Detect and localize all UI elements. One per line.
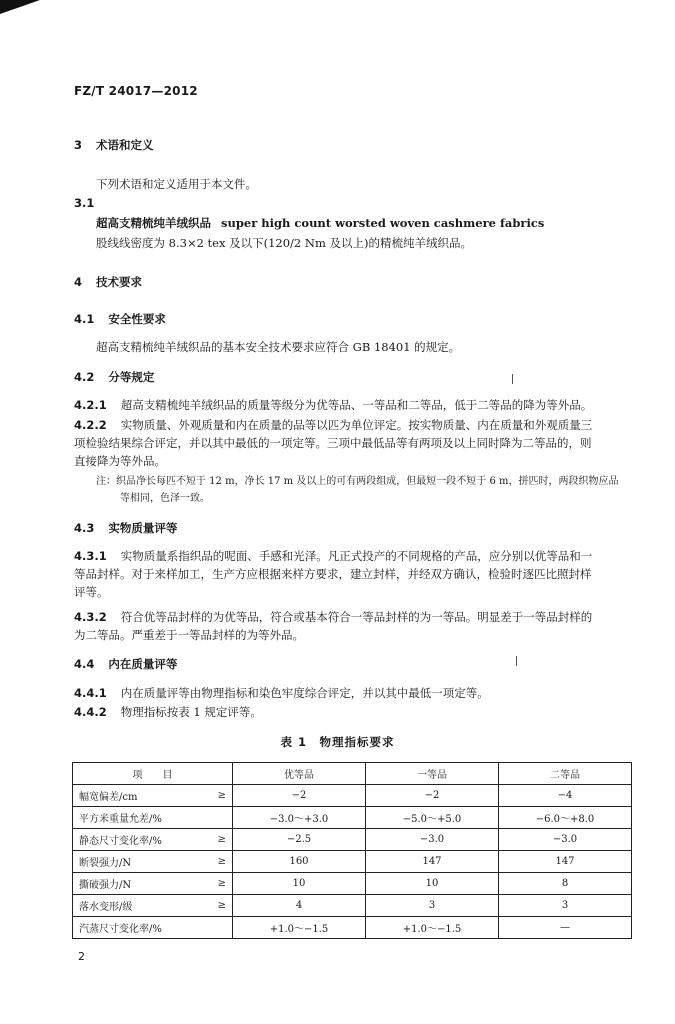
clause-4-4-2-text: 物理指标按表 1 规定评等。 (120, 705, 262, 719)
section-3-number: 3 (74, 138, 83, 152)
table-row (73, 895, 632, 917)
row-value-superior: +1.0～−1.5 (233, 917, 366, 939)
term-entry (96, 214, 544, 232)
row-item-name: 落水变形/级 (73, 895, 211, 917)
row-value-first: −3.0 (366, 829, 499, 851)
clause-4-1-title: 安全性要求 (108, 312, 166, 326)
standard-code: FZ/T 24017—2012 (74, 84, 198, 98)
scan-mark (512, 374, 513, 384)
row-item-name: 静态尺寸变化率/% (73, 829, 211, 851)
row-value-superior: −2.5 (233, 829, 366, 851)
header-grade-second: 二等品 (499, 763, 632, 785)
note-line-2: 等相同，色泽一致。 (120, 493, 210, 504)
clause-4-4-1 (74, 684, 634, 702)
header-grade-superior: 优等品 (233, 763, 366, 785)
clause-4-2-2-line-3: 直接降为等外品。 (74, 454, 166, 468)
row-value-first: −5.0～+5.0 (366, 807, 499, 829)
row-value-first: −2 (366, 785, 499, 807)
clause-4-3-1-line-3: 评等。 (74, 585, 109, 599)
clause-4-2-1 (74, 396, 634, 414)
row-item-name: 撕破强力/N (73, 873, 211, 895)
note-line-1: 注：织品净长每匹不短于 12 m，净长 17 m 及以上的可有两段组成，但最短一段不短于 6 m，拼匹时，两段织物应品 (96, 476, 619, 487)
clause-4-3-2-number: 4.3.2 (74, 610, 107, 624)
row-item-name: 平方米重量允差/% (73, 807, 211, 829)
clause-4-2-1-number: 4.2.1 (74, 398, 107, 412)
clause-4-4-2-number: 4.4.2 (74, 705, 107, 719)
clause-4-4-number: 4.4 (74, 657, 95, 671)
row-value-second: −4 (499, 785, 632, 807)
row-comparison-symbol: ≥ (210, 785, 233, 807)
row-value-superior: 10 (233, 873, 366, 895)
clause-4-3-title: 实物质量评等 (108, 521, 178, 535)
clause-4-1-text: 超高支精梳纯羊绒织品的基本安全技术要求应符合 GB 18401 的规定。 (96, 340, 461, 354)
clause-4-3-2-line-2: 为二等品。严重差于一等品封样的为等外品。 (74, 628, 304, 642)
clause-4-3-heading (74, 519, 177, 537)
clause-3-1-number: 3.1 (74, 196, 95, 210)
clause-4-2-1-text: 超高支精梳纯羊绒织品的质量等级分为优等品、一等品和二等品，低于二等品的降为等外品。 (120, 398, 593, 412)
corner-mark (0, 0, 40, 14)
row-value-second: 3 (499, 895, 632, 917)
clause-4-3-number: 4.3 (74, 521, 95, 535)
section-3-heading (74, 136, 154, 154)
clause-4-2-title: 分等规定 (108, 370, 155, 384)
row-value-second: 8 (499, 873, 632, 895)
clause-4-4-heading (74, 655, 177, 673)
table-row (73, 829, 632, 851)
row-comparison-symbol: ≥ (210, 873, 233, 895)
row-value-second: 147 (499, 851, 632, 873)
clause-4-3-1 (74, 547, 634, 601)
clause-4-3-1-line-1: 实物质量系指织品的呢面、手感和光泽。凡正式投产的不同规格的产品，应分别以优等品和一 (120, 549, 593, 563)
table-row (73, 807, 632, 829)
header-item: 项 目 (73, 763, 233, 785)
clause-4-1-number: 4.1 (74, 312, 95, 326)
row-comparison-symbol (210, 917, 233, 939)
row-value-first: +1.0～−1.5 (366, 917, 499, 939)
section-4-title: 技术要求 (96, 275, 143, 289)
section-4-number: 4 (74, 275, 83, 289)
clause-4-2-2-line-2: 项检验结果综合评定，并以其中最低的一项定等。三项中最低品等有两项及以上同时降为二等品的，则 (74, 436, 592, 450)
section-3-title: 术语和定义 (96, 138, 154, 152)
physical-spec-table (72, 762, 632, 939)
clause-4-2-number: 4.2 (74, 370, 95, 384)
row-value-second: — (499, 917, 632, 939)
row-value-first: 3 (366, 895, 499, 917)
clause-4-2-heading (74, 368, 154, 386)
row-item-name: 断裂强力/N (73, 851, 211, 873)
row-value-second: −6.0～+8.0 (499, 807, 632, 829)
row-comparison-symbol: ≥ (210, 851, 233, 873)
clause-4-1-heading (74, 310, 166, 328)
scan-mark (516, 656, 517, 666)
clause-4-3-2-line-1: 符合优等品封样的为优等品，符合或基本符合一等品封样的为一等品。明显差于一等品封样的 (120, 610, 593, 624)
section-3-intro: 下列术语和定义适用于本文件。 (96, 177, 257, 191)
table-header-row (73, 763, 632, 785)
table-row (73, 851, 632, 873)
term-chinese: 超高支精梳纯羊绒织品 (96, 216, 211, 230)
clause-4-3-1-number: 4.3.1 (74, 549, 107, 563)
table-row (73, 917, 632, 939)
row-value-superior: −2 (233, 785, 366, 807)
table-row (73, 785, 632, 807)
row-value-superior: 160 (233, 851, 366, 873)
clause-4-4-1-text: 内在质量评等由物理指标和染色牢度综合评定，并以其中最低一项定等。 (120, 686, 489, 700)
row-value-first: 147 (366, 851, 499, 873)
term-english: super high count worsted woven cashmere fabrics (221, 216, 545, 230)
row-comparison-symbol: ≥ (210, 829, 233, 851)
term-definition: 股线线密度为 8.3×2 tex 及以下(120/2 Nm 及以上)的精梳纯羊绒织品。 (96, 236, 473, 250)
row-value-superior: 4 (233, 895, 366, 917)
page-number: 2 (78, 950, 85, 963)
section-4-heading (74, 273, 142, 291)
row-value-first: 10 (366, 873, 499, 895)
clause-4-2-2-number: 4.2.2 (74, 418, 107, 432)
clause-4-4-title: 内在质量评等 (108, 657, 178, 671)
row-comparison-symbol: ≥ (210, 895, 233, 917)
row-item-name: 幅宽偏差/cm (73, 785, 211, 807)
row-comparison-symbol (210, 807, 233, 829)
table-row (73, 873, 632, 895)
clause-4-2-note (96, 473, 636, 507)
clause-4-4-2 (74, 703, 634, 721)
table-title: 表 1 物理指标要求 (280, 735, 395, 749)
header-grade-first: 一等品 (366, 763, 499, 785)
row-item-name: 汽蒸尺寸变化率/% (73, 917, 211, 939)
row-value-superior: −3.0～+3.0 (233, 807, 366, 829)
clause-4-3-1-line-2: 等品封样。对于来样加工，生产方应根据来样方要求，建立封样，并经双方确认，检验时逐匹比照封样 (74, 567, 592, 581)
row-value-second: −3.0 (499, 829, 632, 851)
clause-4-2-2 (74, 416, 634, 470)
clause-4-4-1-number: 4.4.1 (74, 686, 107, 700)
clause-4-3-2 (74, 608, 634, 644)
clause-4-2-2-line-1: 实物质量、外观质量和内在质量的品等以匹为单位评定。按实物质量、内在质量和外观质量三 (120, 418, 593, 432)
